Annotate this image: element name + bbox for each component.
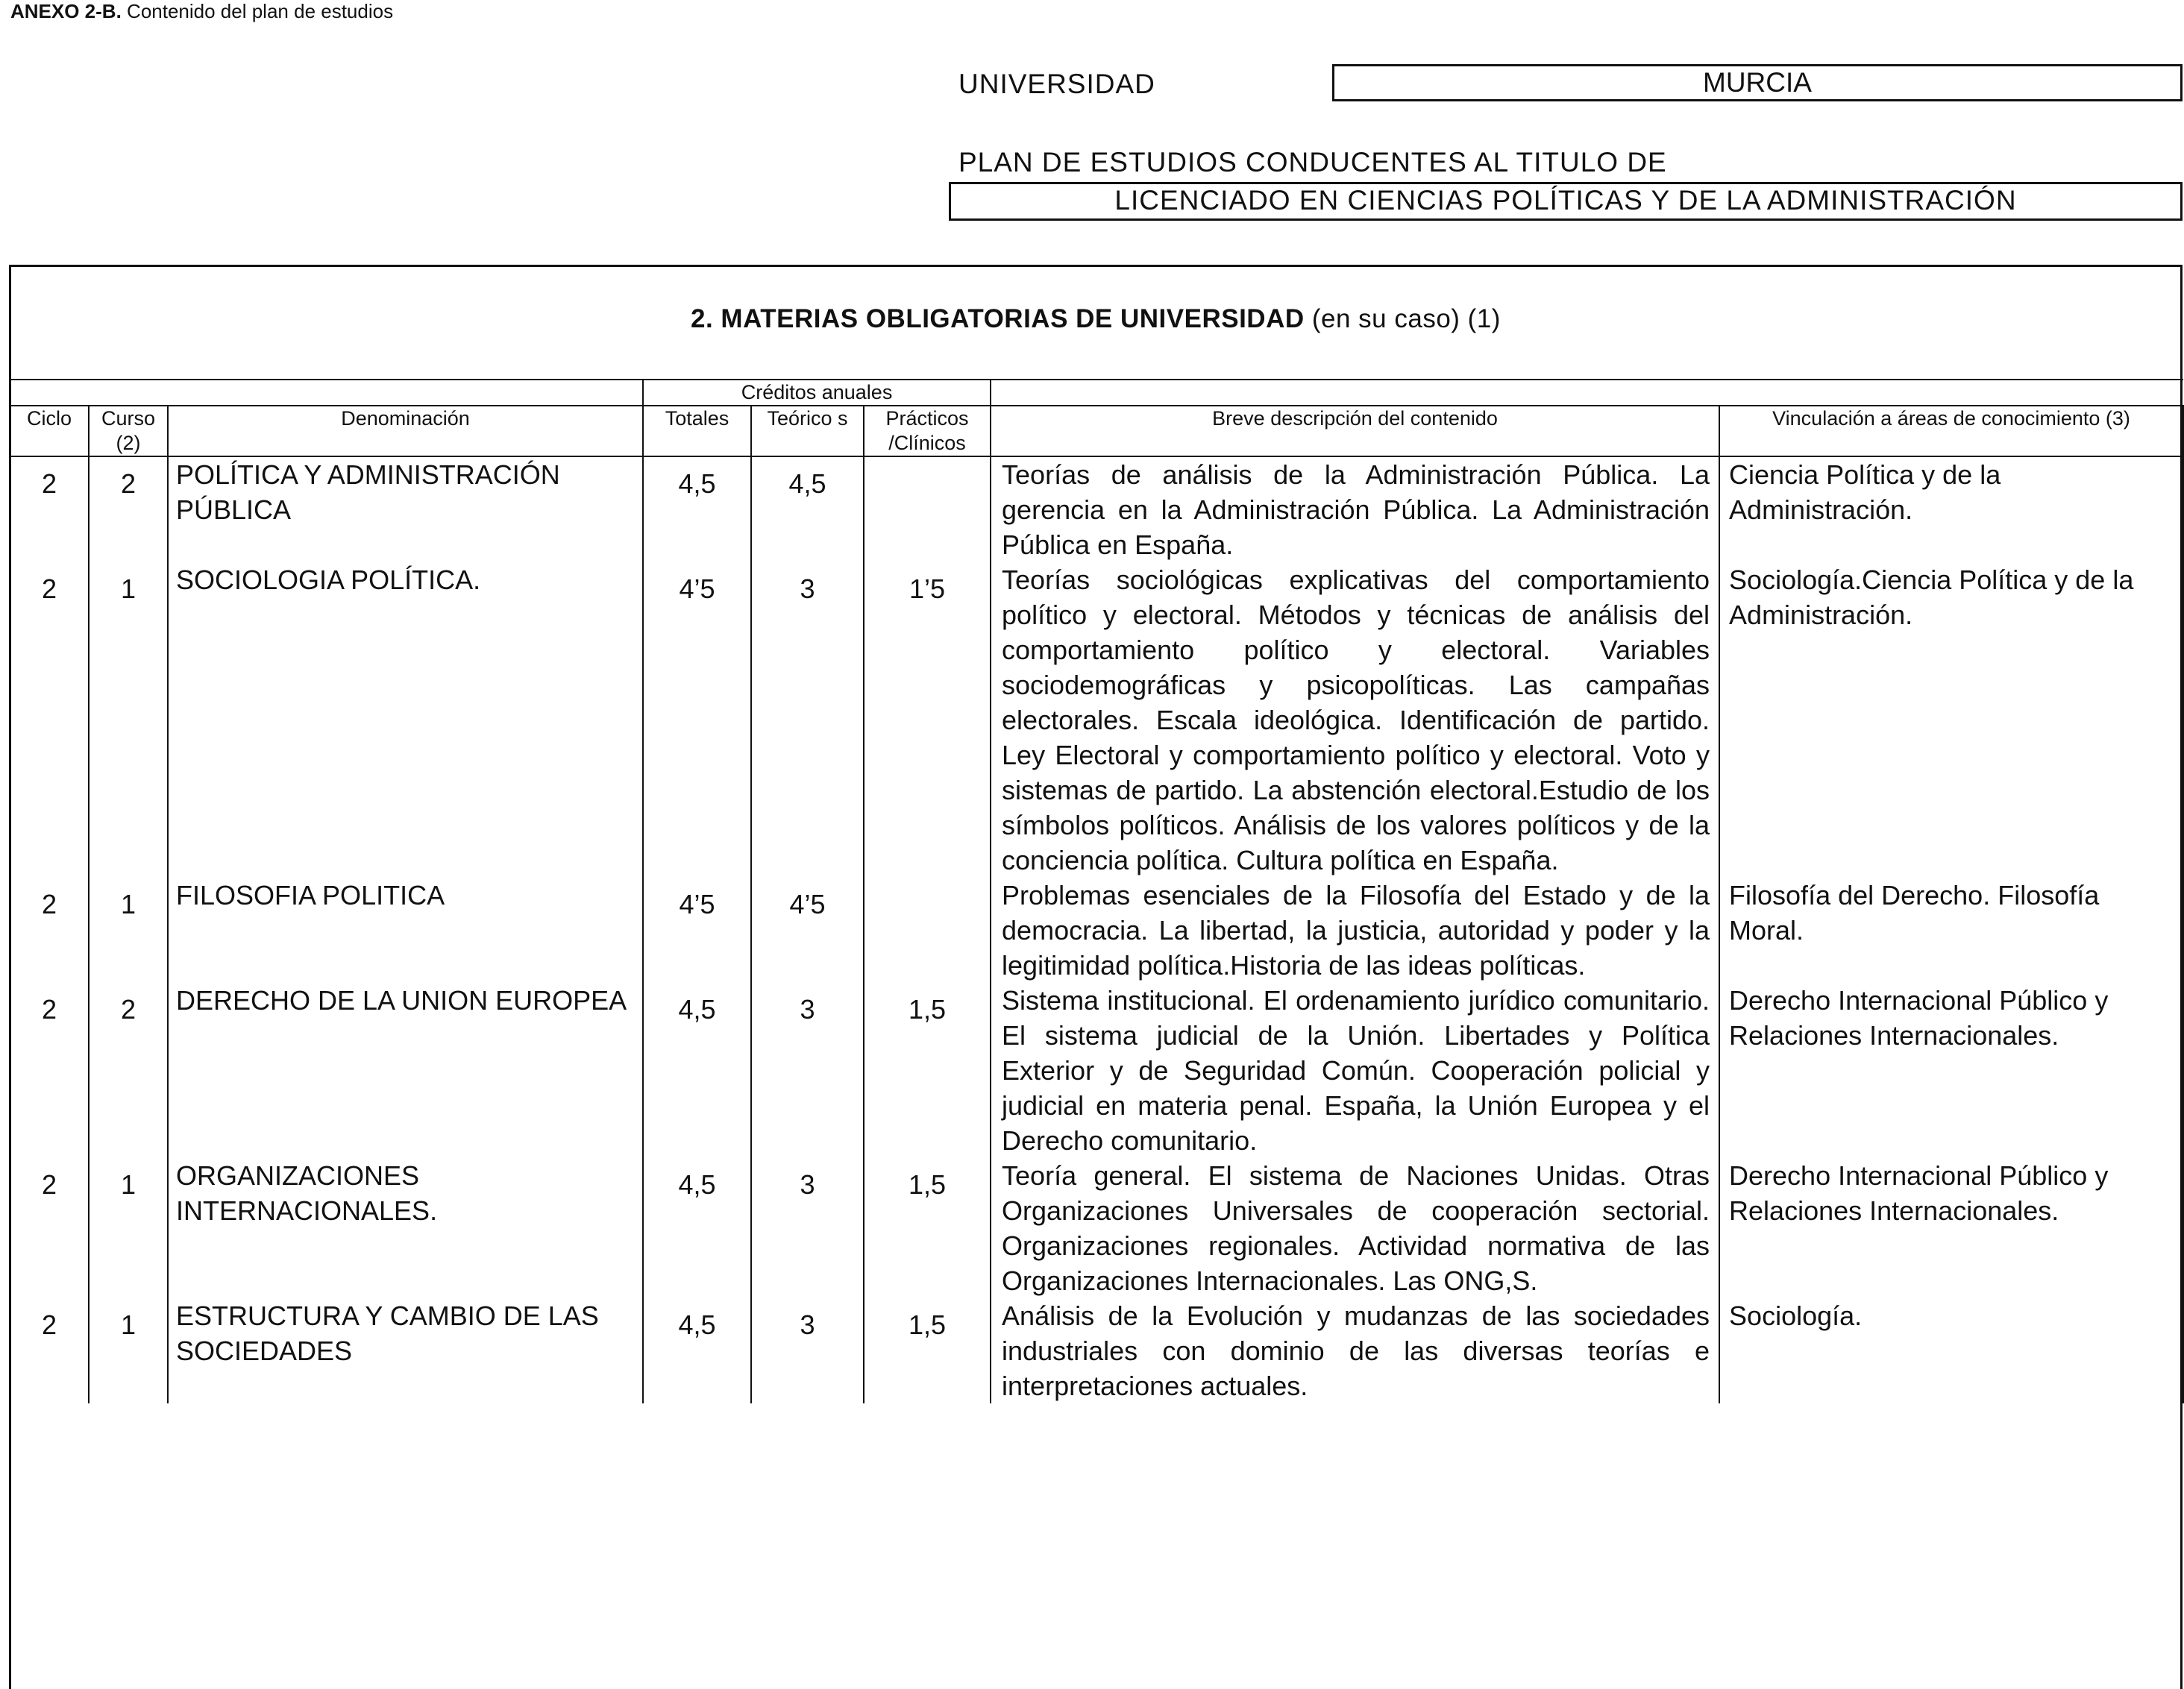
cell-descripcion: Problemas esenciales de la Filosofía del Estado y de la democracia. La libertad, la justicia, autoridad y poder y la legitimidad política.Historia de las ideas políticas.	[991, 878, 1719, 983]
plan-label: PLAN DE ESTUDIOS CONDUCENTES AL TITULO DE	[958, 147, 1667, 177]
cell-denominacion: DERECHO DE LA UNION EUROPEA	[168, 983, 643, 1158]
cell-vinculacion: Sociología.	[1719, 1298, 2183, 1403]
annex-label: ANEXO 2-B.	[10, 0, 122, 22]
cell-descripcion: Teorías sociológicas explicativas del comportamiento político y electoral. Métodos y técnicas de análisis del comportamiento político y electoral. Variables sociodemográficas y psicopolíticas. Las campañas electorales. Escala ideológica. Identificación de partido. Ley Electoral y comportamiento político y electoral. Voto y sistemas de partido. La abstención electoral.Estudio de los símbolos políticos. Análisis de los valores políticos y de la conciencia política. Cultura política en España.	[991, 562, 1719, 878]
cell-descripcion: Teoría general. El sistema de Naciones Unidas. Otras Organizaciones Universales de cooperación sectorial. Organizaciones regionales. Actividad normativa de las Organizaciones Internacionales. Las ONG,S.	[991, 1158, 1719, 1298]
header-blank-right	[991, 380, 2183, 406]
cell-ciclo: 2	[10, 456, 89, 562]
cell-ciclo: 2	[10, 562, 89, 878]
cell-vinculacion: Derecho Internacional Público y Relaciones Internacionales.	[1719, 983, 2183, 1158]
cell-totales: 4,5	[643, 983, 751, 1158]
annex-heading	[10, 0, 393, 23]
col-curso: Curso (2)	[89, 406, 168, 456]
cell-curso: 1	[89, 562, 168, 878]
cell-totales: 4’5	[643, 878, 751, 983]
cell-descripcion: Análisis de la Evolución y mudanzas de las sociedades industriales con dominio de las diversas teorías e interpretaciones actuales.	[991, 1298, 1719, 1403]
col-practicos: Prácticos /Clínicos	[864, 406, 991, 456]
cell-totales: 4,5	[643, 1298, 751, 1403]
cell-teoricos: 3	[751, 1158, 864, 1298]
table-row	[10, 456, 2183, 562]
header-row-group	[10, 380, 2183, 406]
cell-curso: 1	[89, 1158, 168, 1298]
table-row	[10, 562, 2183, 878]
cell-vinculacion: Ciencia Política y de la Administración.	[1719, 456, 2183, 562]
annex-description: Contenido del plan de estudios	[127, 0, 394, 22]
cell-teoricos: 3	[751, 1298, 864, 1403]
cell-denominacion: SOCIOLOGIA POLÍTICA.	[168, 562, 643, 878]
cell-practicos: 1’5	[864, 562, 991, 878]
table-row	[10, 878, 2183, 983]
cell-vinculacion: Sociología.Ciencia Política y de la Administración.	[1719, 562, 2183, 878]
cell-descripcion: Teorías de análisis de la Administración Pública. La gerencia en la Administración Pública. La Administración Pública en España.	[991, 456, 1719, 562]
cell-totales: 4,5	[643, 1158, 751, 1298]
cell-denominacion: ESTRUCTURA Y CAMBIO DE LAS SOCIEDADES	[168, 1298, 643, 1403]
cell-teoricos: 4’5	[751, 878, 864, 983]
section-title-note: (en su caso) (1)	[1311, 304, 1501, 333]
universidad-value: MURCIA	[1332, 64, 2183, 101]
cell-teoricos: 3	[751, 562, 864, 878]
cell-practicos	[864, 456, 991, 562]
cell-practicos: 1,5	[864, 1158, 991, 1298]
table-row	[10, 983, 2183, 1158]
titulo-value: LICENCIADO EN CIENCIAS POLÍTICAS Y DE LA ADMINISTRACIÓN	[949, 182, 2183, 221]
cell-vinculacion: Filosofía del Derecho. Filosofía Moral.	[1719, 878, 2183, 983]
cell-denominacion: POLÍTICA Y ADMINISTRACIÓN PÚBLICA	[168, 456, 643, 562]
section-title-main: 2. MATERIAS OBLIGATORIAS DE UNIVERSIDAD	[691, 304, 1305, 333]
header-row	[10, 406, 2183, 456]
cell-curso: 2	[89, 456, 168, 562]
table-row	[10, 1298, 2183, 1403]
cell-ciclo: 2	[10, 1298, 89, 1403]
col-teoricos: Teórico s	[751, 406, 864, 456]
cell-teoricos: 3	[751, 983, 864, 1158]
cell-totales: 4’5	[643, 562, 751, 878]
universidad-label: UNIVERSIDAD	[958, 69, 1155, 99]
cell-denominacion: ORGANIZACIONES INTERNACIONALES.	[168, 1158, 643, 1298]
cell-ciclo: 2	[10, 983, 89, 1158]
col-descripcion: Breve descripción del contenido	[991, 406, 1719, 456]
creditos-group-header: Créditos anuales	[643, 380, 991, 406]
table-row	[10, 1158, 2183, 1298]
cell-descripcion: Sistema institucional. El ordenamiento jurídico comunitario. El sistema judicial de la Unión. Libertades y Política Exterior y de Seguridad Común. Cooperación policial y judicial en materia penal. España, la Unión Europea y el Derecho comunitario.	[991, 983, 1719, 1158]
cell-teoricos: 4,5	[751, 456, 864, 562]
col-denominacion: Denominación	[168, 406, 643, 456]
cell-vinculacion: Derecho Internacional Público y Relaciones Internacionales.	[1719, 1158, 2183, 1298]
cell-ciclo: 2	[10, 1158, 89, 1298]
col-totales: Totales	[643, 406, 751, 456]
section-title	[11, 304, 2180, 334]
cell-practicos: 1,5	[864, 1298, 991, 1403]
col-ciclo: Ciclo	[10, 406, 89, 456]
cell-curso: 2	[89, 983, 168, 1158]
cell-curso: 1	[89, 1298, 168, 1403]
cell-curso: 1	[89, 878, 168, 983]
header-blank	[10, 380, 643, 406]
cell-ciclo: 2	[10, 878, 89, 983]
subjects-table	[9, 379, 2184, 1403]
col-vinculacion: Vinculación a áreas de conocimiento (3)	[1719, 406, 2183, 456]
cell-totales: 4,5	[643, 456, 751, 562]
cell-denominacion: FILOSOFIA POLITICA	[168, 878, 643, 983]
cell-practicos	[864, 878, 991, 983]
cell-practicos: 1,5	[864, 983, 991, 1158]
